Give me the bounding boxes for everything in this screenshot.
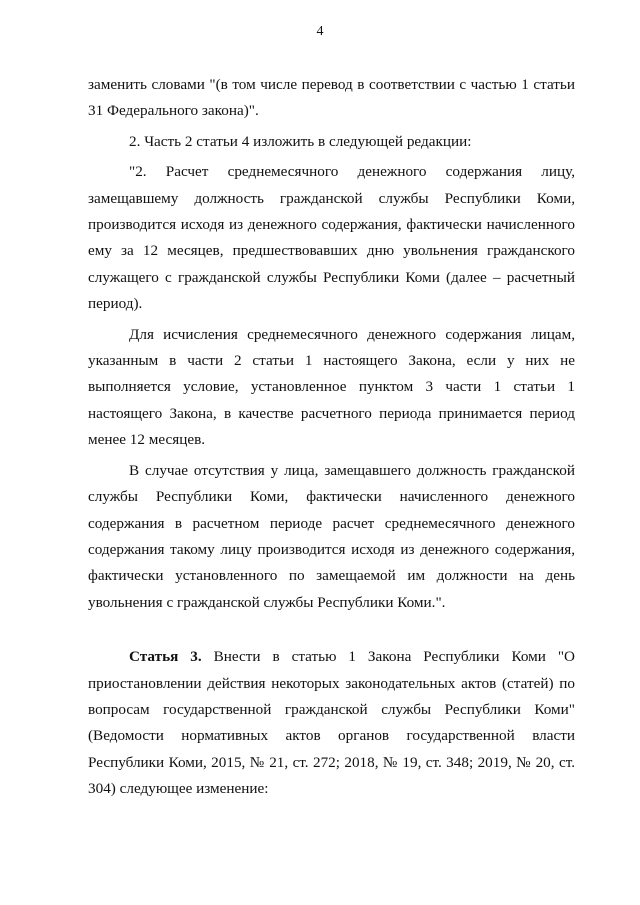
article-3-text: Внести в статью 1 Закона Республики Коми "О приостановлении действия некоторых законодательных актов (статей) по вопросам государственной гражданской службы Республики Коми" (Ведомости нормативных актов органов государственной власти Республики Коми, 2015, № 21, ст. 272; 2018, № 19, ст. 348; 2019, № 20, ст. 304) следующее изменение:: [88, 648, 575, 798]
paragraph-absence-case: В случае отсутствия у лица, замещавшего должность гражданской службы Республики Коми, фактически начисленного денежного содержания в расчетном периоде расчет среднемесячного денежного содержания такому лицу производится исходя из денежного содержания, фактически установленного по замещаемой им должности на день увольнения с гражданской службы Республики Коми.".: [88, 461, 575, 611]
paragraph-quoted-part-2: "2. Расчет среднемесячного денежного содержания лицу, замещавшему должность гражданской службы Республики Коми, производится исходя из денежного содержания, фактически начисленного ему за 12 месяцев, предшествовавших дню увольнения гражданского служащего с гражданской службы Республики Коми (далее – расчетный период).: [88, 163, 575, 313]
page-number: 4: [316, 24, 324, 39]
article-3-heading: Статья 3.: [129, 648, 202, 666]
article-3-paragraph: [88, 644, 575, 802]
paragraph-item-2: 2. Часть 2 статьи 4 изложить в следующей редакции:: [129, 132, 472, 150]
paragraph-continuation: заменить словами "(в том числе перевод в соответствии с частью 1 статьи 31 Федерального закона)".: [88, 76, 575, 120]
document-body: [88, 72, 575, 803]
paragraph-calculation-period: Для исчисления среднемесячного денежного содержания лицам, указанным в части 2 статьи 1 настоящего Закона, если у них не выполняется условие, установленное пунктом 3 части 1 статьи 1 настоящего Закона, в качестве расчетного периода принимается период менее 12 месяцев.: [88, 325, 575, 449]
